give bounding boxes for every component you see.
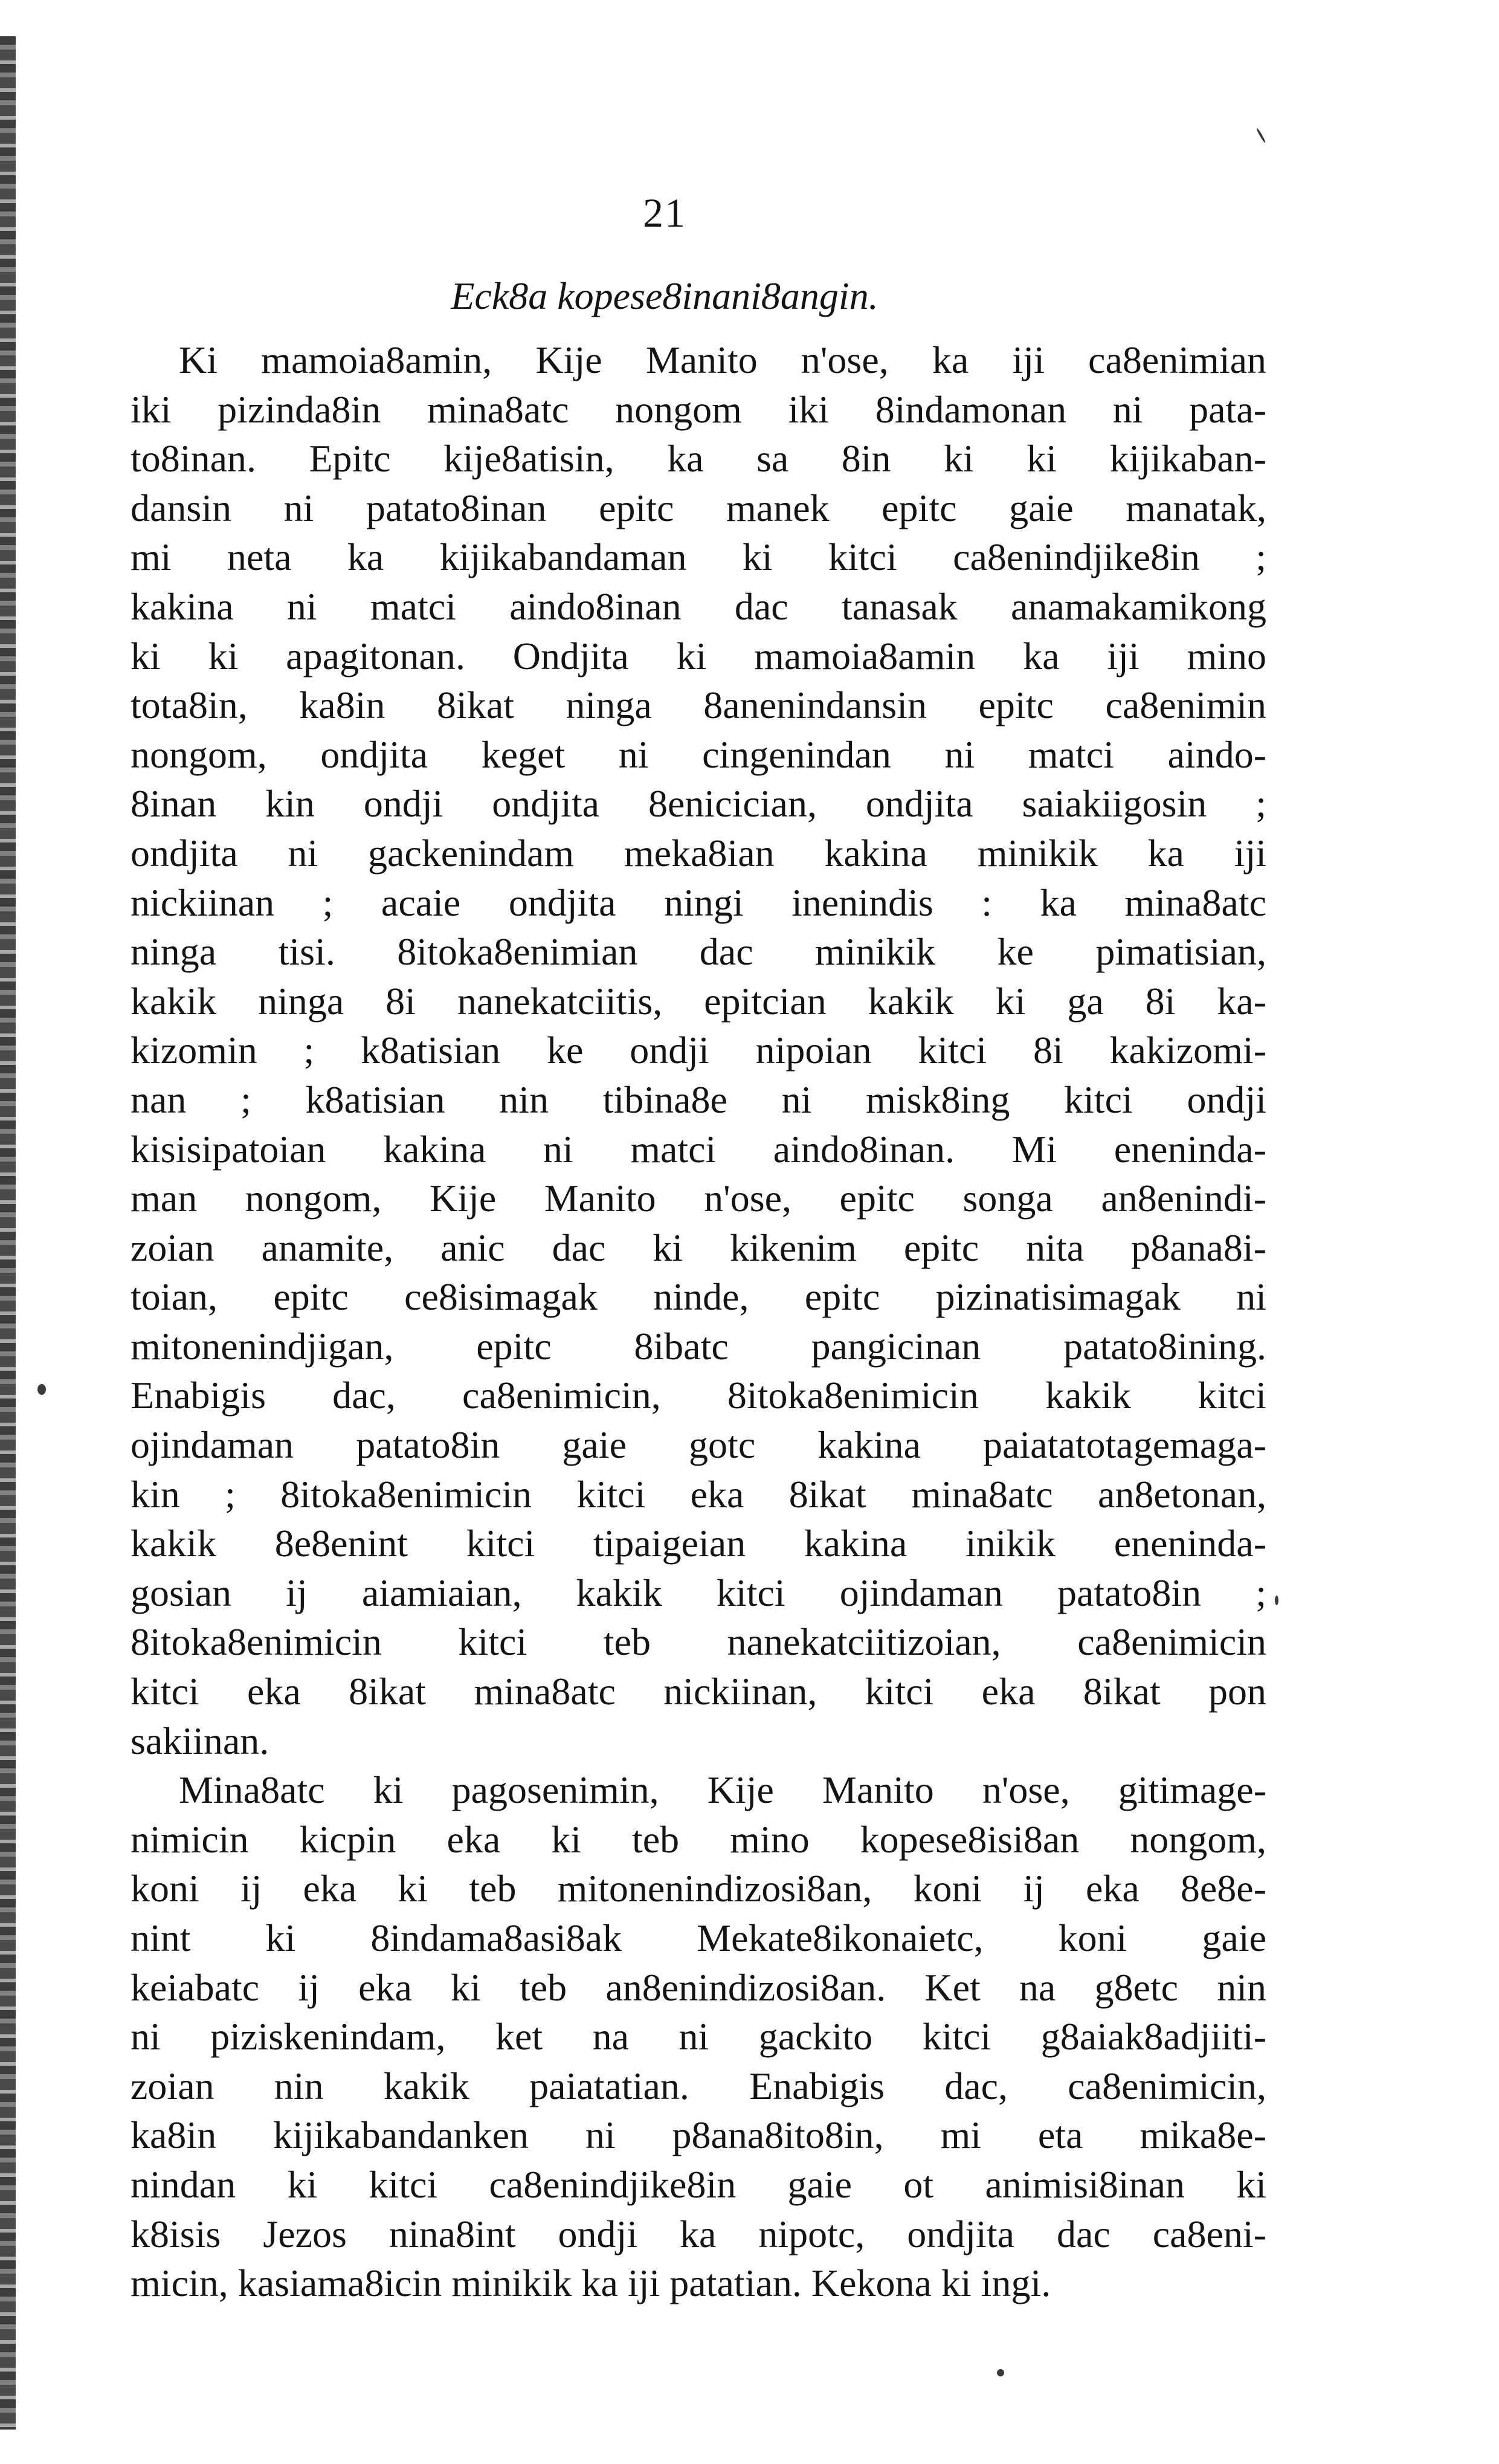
- text-line: micin, kasiama8icin minikik ka iji patatian. Kekona ki ingi.: [131, 2262, 1051, 2305]
- section-heading: Eck8a kopese8inani8angin.: [451, 274, 878, 317]
- text-line: nickiinan ; acaie ondjita ningi inenindis : ka mina8atc: [131, 881, 1266, 924]
- ink-speck: [1275, 1596, 1278, 1605]
- text-line: nan ; k8atisian nin tibina8e ni misk8ing kitci ondji: [131, 1078, 1266, 1121]
- text-line: ka8in kijikabandanken ni p8ana8ito8in, mi eta mika8e-: [131, 2113, 1266, 2157]
- text-line: Ki mamoia8amin, Kije Manito n'ose, ka iji ca8enimian: [179, 338, 1266, 381]
- text-line: ojindaman patato8in gaie gotc kakina paiatatotagemaga-: [131, 1423, 1266, 1467]
- text-line: 8itoka8enimicin kitci teb nanekatciitizoian, ca8enimicin: [131, 1620, 1266, 1664]
- paragraph: [131, 335, 1266, 1765]
- text-line: zoian anamite, anic dac ki kikenim epitc nita p8ana8i-: [131, 1226, 1266, 1269]
- text-line: ki ki apagitonan. Ondjita ki mamoia8amin ka iji mino: [131, 634, 1266, 677]
- text-line: zoian nin kakik paiatatian. Enabigis dac, ca8enimicin,: [131, 2064, 1266, 2107]
- ink-speck: [1256, 128, 1266, 143]
- text-line: nint ki 8indama8asi8ak Mekate8ikonaietc, koni gaie: [131, 1916, 1266, 1959]
- text-line: mi neta ka kijikabandaman ki kitci ca8enindjike8in ;: [131, 535, 1266, 579]
- text-line: kizomin ; k8atisian ke ondji nipoian kitci 8i kakizomi-: [131, 1029, 1266, 1072]
- text-line: mitonenindjigan, epitc 8ibatc pangicinan patato8ining.: [131, 1324, 1266, 1368]
- text-line: k8isis Jezos nina8int ondji ka nipotc, ondjita dac ca8eni-: [131, 2212, 1266, 2255]
- text-line: Mina8atc ki pagosenimin, Kije Manito n'ose, gitimage-: [179, 1768, 1266, 1812]
- text-line: ondjita ni gackenindam meka8ian kakina minikik ka iji: [131, 831, 1266, 875]
- text-line: kakik 8e8enint kitci tipaigeian kakina inikik eneninda-: [131, 1522, 1266, 1565]
- text-line: toian, epitc ce8isimagak ninde, epitc pizinatisimagak ni: [131, 1275, 1266, 1319]
- ink-speck: [37, 1384, 46, 1395]
- ink-speck: [997, 2369, 1004, 2376]
- text-line: man nongom, Kije Manito n'ose, epitc songa an8enindi-: [131, 1177, 1266, 1220]
- text-line: kitci eka 8ikat mina8atc nickiinan, kitci eka 8ikat pon: [131, 1670, 1266, 1713]
- text-line: kakik ninga 8i nanekatciitis, epitcian kakik ki ga 8i ka-: [131, 979, 1266, 1023]
- text-line: ninga tisi. 8itoka8enimian dac minikik ke pimatisian,: [131, 930, 1266, 974]
- text-line: gosian ij aiamiaian, kakik kitci ojindaman patato8in ;: [131, 1571, 1266, 1614]
- page-number: 21: [643, 190, 686, 236]
- text-line: sakiinan.: [131, 1719, 269, 1762]
- text-line: ni piziskenindam, ket na ni gackito kitci g8aiak8adjiiti-: [131, 2015, 1266, 2058]
- scanned-page-edge: [0, 36, 16, 2430]
- text-line: nimicin kicpin eka ki teb mino kopese8isi8an nongom,: [131, 1817, 1266, 1861]
- text-line: to8inan. Epitc kije8atisin, ka sa 8in ki ki kijikaban-: [131, 437, 1266, 480]
- text-line: nindan ki kitci ca8enindjike8in gaie ot animisi8inan ki: [131, 2162, 1266, 2206]
- text-line: nongom, ondjita keget ni cingenindan ni matci aindo-: [131, 732, 1266, 776]
- text-line: kisisipatoian kakina ni matci aindo8inan. Mi eneninda-: [131, 1127, 1266, 1171]
- text-line: tota8in, ka8in 8ikat ninga 8anenindansin epitc ca8enimin: [131, 684, 1266, 727]
- text-line: kakina ni matci aindo8inan dac tanasak anamakamikong: [131, 584, 1266, 628]
- paragraph: [131, 1765, 1266, 2308]
- body-text: [131, 335, 1266, 2308]
- text-line: dansin ni patato8inan epitc manek epitc gaie manatak,: [131, 486, 1266, 529]
- text-line: koni ij eka ki teb mitonenindizosi8an, koni ij eka 8e8e-: [131, 1867, 1266, 1910]
- text-line: Enabigis dac, ca8enimicin, 8itoka8enimicin kakik kitci: [131, 1374, 1266, 1417]
- text-line: 8inan kin ondji ondjita 8enicician, ondjita saiakiigosin ;: [131, 782, 1266, 826]
- text-line: kin ; 8itoka8enimicin kitci eka 8ikat mina8atc an8etonan,: [131, 1472, 1266, 1516]
- text-line: iki pizinda8in mina8atc nongom iki 8indamonan ni pata-: [131, 387, 1266, 431]
- text-line: keiabatc ij eka ki teb an8enindizosi8an. Ket na g8etc nin: [131, 1965, 1266, 2009]
